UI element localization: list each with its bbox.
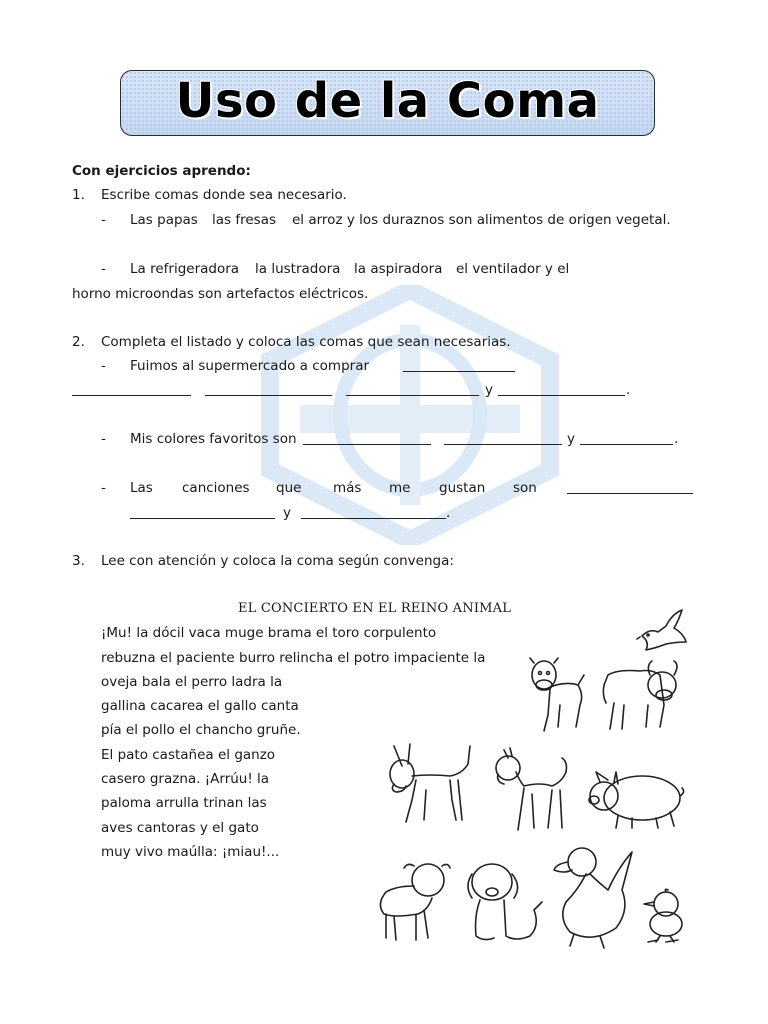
answer-blank[interactable] — [567, 482, 693, 494]
period: . — [626, 382, 631, 398]
poem-line: casero grazna. ¡Arrúu! la — [101, 771, 270, 787]
poem-line: muy vivo maúlla: ¡miau!... — [101, 844, 280, 860]
period: . — [674, 431, 679, 447]
ex1-item1-part2: las fresas — [212, 212, 276, 228]
page-title: Uso de la Coma — [175, 73, 600, 129]
duck-illustration — [552, 840, 634, 950]
ex3-instruction: Lee con atención y coloca la coma según convenga: — [101, 553, 454, 569]
chick-illustration — [638, 888, 688, 944]
poem-line: oveja bala el perro ladra la — [101, 674, 283, 690]
ex1-item1-part1: Las papas — [130, 212, 198, 228]
answer-blank[interactable] — [580, 433, 673, 445]
ex1-number: 1. — [72, 187, 85, 203]
pig-illustration — [586, 766, 686, 830]
ex2-dash-2: - — [101, 431, 106, 447]
ex1-item2-part2: la lustradora — [255, 261, 341, 277]
horse-illustration — [490, 742, 572, 832]
answer-blank[interactable] — [403, 360, 515, 372]
poem-line: El pato castañea el ganzo — [101, 747, 276, 763]
ex2-number: 2. — [72, 334, 85, 350]
title-banner — [120, 70, 655, 136]
conjunction-y: y — [485, 382, 493, 398]
intro-heading: Con ejercicios aprendo: — [72, 163, 251, 179]
answer-blank[interactable] — [301, 507, 446, 519]
ex2-item3-word: Las — [130, 480, 153, 496]
ex2-item3-word: canciones — [182, 480, 250, 496]
ex2-item1-text: Fuimos al supermercado a comprar — [130, 358, 370, 374]
poem-line: gallina cacarea el gallo canta — [101, 698, 299, 714]
ex1-item2-part4: el ventilador y el — [456, 261, 570, 277]
bull-illustration — [600, 655, 684, 735]
period: . — [446, 505, 451, 521]
ex2-item2-text: Mis colores favoritos son — [130, 431, 297, 447]
dog-illustration — [460, 856, 548, 946]
ex2-item3-word: son — [513, 480, 537, 496]
donkey-illustration — [380, 740, 474, 826]
answer-blank[interactable] — [346, 384, 479, 396]
ex1-continuation: horno microondas son artefactos eléctricos. — [72, 286, 369, 302]
ex2-item3-word: gustan — [439, 480, 486, 496]
lamb-illustration — [372, 852, 452, 944]
poem-line: paloma arrulla trinan las — [101, 795, 267, 811]
poem-line: aves cantoras y el gato — [101, 820, 259, 836]
ex2-item3-word: me — [389, 480, 411, 496]
ex1-item2-part1: La refrigeradora — [130, 261, 240, 277]
poem-line: ¡Mu! la dócil vaca muge brama el toro corpulento — [101, 625, 437, 641]
ex2-item3-word: que — [276, 480, 302, 496]
ex1-dash-2: - — [101, 261, 106, 277]
cow-illustration — [526, 655, 588, 737]
answer-blank[interactable] — [72, 384, 191, 396]
ex2-instruction: Completa el listado y coloca las comas que sean necesarias. — [101, 334, 511, 350]
ex1-item1-part3: el arroz y los duraznos son alimentos de origen vegetal. — [292, 212, 671, 228]
ex2-dash-3: - — [101, 480, 106, 496]
answer-blank[interactable] — [303, 433, 431, 445]
dove-illustration — [636, 606, 690, 656]
ex2-item3-word: más — [333, 480, 362, 496]
ex2-dash-1: - — [101, 358, 106, 374]
answer-blank[interactable] — [444, 433, 562, 445]
conjunction-y: y — [567, 431, 575, 447]
ex1-dash-1: - — [101, 212, 106, 228]
answer-blank[interactable] — [205, 384, 332, 396]
ex1-instruction: Escribe comas donde sea necesario. — [101, 187, 347, 203]
answer-blank[interactable] — [130, 507, 275, 519]
answer-blank[interactable] — [498, 384, 625, 396]
conjunction-y: y — [283, 505, 291, 521]
poem-line: rebuzna el paciente burro relincha el potro impaciente la — [101, 650, 486, 666]
ex3-number: 3. — [72, 553, 85, 569]
poem-title: EL CONCIERTO EN EL REINO ANIMAL — [238, 601, 512, 616]
poem-line: pía el pollo el chancho gruñe. — [101, 722, 301, 738]
ex1-item2-part3: la aspiradora — [354, 261, 443, 277]
watermark-logo — [250, 285, 570, 545]
